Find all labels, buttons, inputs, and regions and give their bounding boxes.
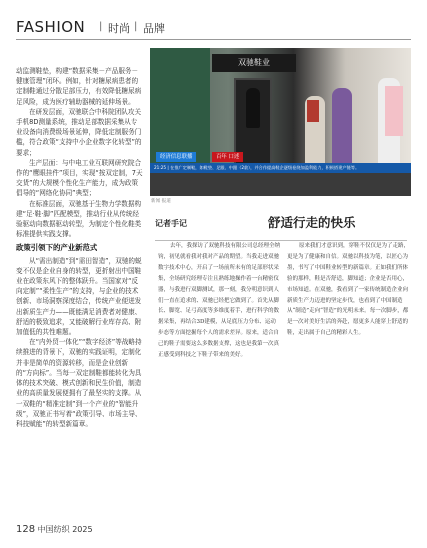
- notes-title: 舒适行走的快乐: [268, 215, 356, 230]
- notes-column-1: [158, 241, 281, 361]
- notes-column-2: [287, 241, 410, 339]
- notes-tag: 记者手记: [155, 219, 187, 228]
- magazine-name: 中国纺织: [37, 525, 70, 534]
- paragraph: 在研发层面，双驰联合中科院团队攻关手机8D测量系统，推动足部数据采集从专业设备向消费级场景延伸，降低定制服务门槛，符合政策“支持中小企业数字化转型”的要求；: [16, 107, 142, 157]
- magazine-year: 2025: [72, 525, 93, 534]
- page-number: 128: [16, 524, 36, 535]
- separator: |: [99, 21, 103, 32]
- person-silhouette: [332, 88, 352, 168]
- paragraph: 去年，我探访了双驰科技有限公司总经理全纳钧，初见就看我对我对产品的期望。当我走进双驰数字技术中心，开启了一场前所未有的足部形状采集，全场研究经理专注且熟练地操作着一台精密仪器，与我进行双脚测试，那一刻，我分明意识到人们一直在追求的、双驰已经把它做到了。首先从脚长、脚宽、足弓高度等多维度着手，进行科学的数据采集，再结合3D建模，从足底压力分布、运动步态等方面挖掘每个人的需求差异。原来，适合自己的鞋子需要这么多数据支撑，这也是我第一次真正感受到科技之下鞋子带来的美好。: [158, 243, 281, 359]
- subheading: 政策引领下的产业新范式: [16, 243, 98, 253]
- reporter-notes-header: [155, 213, 407, 233]
- person-silhouette: [246, 88, 260, 128]
- paragraph: 原来我们才意识到，穿鞋不仅仅是为了走路，更是为了健康和自信。双驰以科技为笔，以匠心为墨，书写了中国鞋业转型的新篇章。正如我们所体验的那样，鞋是否舒适，脚知道；企业是否用心，市场知道。在双驰，我看到了一家传统制造企业向新质生产力迈进的坚定步伐，也看到了中国制造从“制造”走向“智造”的光明未来。每一次脚步，都是一次对美好生活的奔赴，愿更多人能穿上舒适的鞋，走出属于自己的精彩人生。: [287, 243, 410, 337]
- paragraph: 在“内外贸一体化”“数字经济”等战略持续推进的背景下，双驰的实践证明，定制化并非是简单的资源转移，而是企业创新的“方向标”。当每一双定制鞋都能转化为具体的技术突破、模式创新和民生价值，制造业的高质量发展便拥有了最坚实的支撑。从一双鞋的“精准定制”到一个产业的“智能升级”，双驰正书写着“政策引导、市场主导、科技赋能”的转型新篇章。: [16, 338, 142, 428]
- news-photo: [150, 48, 411, 196]
- person-silhouette: [307, 100, 319, 122]
- paragraph: 在标准层面，双驰基于生物力学数据构建“足·鞋·脚”匹配模型，推动行业从传统经验驱动向数据驱动转型，为制定个性化鞋类标准提供实践支撑。: [16, 199, 142, 239]
- paragraph: 从“需出制造”到“需田智造”，双驰的蜕变不仅是企业自身的转型，更折射出中国鞋业在政策东风下的整体跃升。当国家对“反向定制”“柔性生产”的支持，与企业的技术创新、市场洞察深度结合，传统产业便迸发出新质生产力——既能满足消费者对健康、舒适的极致追求，又能破解行业库存高、附加值低的共性难题。: [16, 256, 142, 337]
- left-column: [16, 66, 143, 429]
- separator: |: [134, 21, 138, 32]
- paragraph: 生产层面：与中电工业互联网研究院合作的“鹰眼挂件”项目，实现“按双定制，7天交货”的大规模个性化生产能力，成为政策倡导的“网络化协同”典型；: [16, 158, 143, 198]
- section-sub1: 时尚: [108, 22, 130, 35]
- photo-caption: 新闻 报道: [151, 199, 171, 204]
- banner-show: 百年 口述: [212, 152, 243, 162]
- person-silhouette: [385, 86, 403, 136]
- store-sign: 双驰鞋业: [212, 54, 296, 72]
- section-title: FASHION: [16, 18, 86, 36]
- news-ticker: 21:25 | 在推广定制鞋，如鞋垫、足跟、中跟（2款），并合作提高鞋企逐级卷绕加盈利能力，积极搭建产链等。: [150, 163, 411, 173]
- section-header: [16, 20, 411, 40]
- section-sub2: 品牌: [143, 22, 165, 35]
- paragraph: 动监测鞋垫，构建“数据采集－产品服务－健康管理”闭环。例如，针对糖尿病患者的定制鞋通过分散足部压力，有效降低糖尿病足风险，成为医疗辅助器械的延伸场景。: [16, 67, 142, 106]
- photo-bottom: [150, 173, 411, 196]
- page-footer: [16, 524, 93, 535]
- banner-tag: 经济信息联播: [156, 152, 196, 162]
